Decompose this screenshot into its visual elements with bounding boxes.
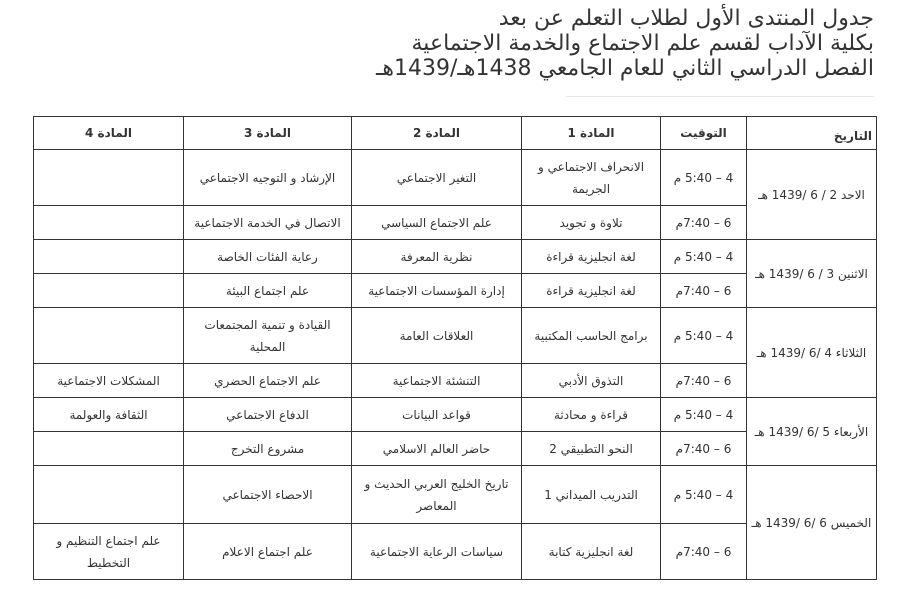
subject-cell: حاضر العالم الاسلامي bbox=[352, 432, 522, 466]
heading-divider bbox=[566, 96, 874, 97]
heading-line-1: جدول المنتدى الأول لطلاب التعلم عن بعد bbox=[498, 6, 874, 31]
subject-cell bbox=[34, 432, 184, 466]
time-cell: 4 – 5:40 م bbox=[661, 466, 747, 524]
subject-cell: المشكلات الاجتماعية bbox=[34, 364, 184, 398]
subject-cell: الثقافة والعولمة bbox=[34, 398, 184, 432]
time-cell: 4 – 5:40 م bbox=[661, 240, 747, 274]
subject-cell: سياسات الرعاية الاجتماعية bbox=[352, 524, 522, 580]
day-date-cell: الأربعاء 5 /6 /1439 هـ bbox=[747, 398, 877, 466]
header-date: التاريخ bbox=[747, 117, 877, 150]
subject-cell: علم اجتماع الاعلام bbox=[184, 524, 352, 580]
subject-cell: علم اجتماع التنظيم و التخطيط bbox=[34, 524, 184, 580]
subject-cell bbox=[34, 206, 184, 240]
table-header-row bbox=[34, 117, 877, 150]
day-date-cell: الخميس 6 /6 /1439 هـ bbox=[747, 466, 877, 580]
subject-cell: برامج الحاسب المكتبية bbox=[522, 308, 661, 364]
subject-cell: الإرشاد و التوجيه الاجتماعي bbox=[184, 150, 352, 206]
schedule-table bbox=[33, 116, 877, 580]
header-subject-2: المادة 2 bbox=[352, 117, 522, 150]
table-row bbox=[34, 150, 877, 206]
subject-cell: لغة انجليزية قراءة bbox=[522, 240, 661, 274]
heading-line-2: بكلية الآداب لقسم علم الاجتماع والخدمة الاجتماعية bbox=[411, 31, 874, 56]
subject-cell bbox=[34, 240, 184, 274]
subject-cell: تلاوة و تجويد bbox=[522, 206, 661, 240]
day-date-cell: الاحد 2 / 6 /1439 هـ bbox=[747, 150, 877, 240]
time-cell: 6 – 7:40م bbox=[661, 432, 747, 466]
subject-cell: تاريخ الخليج العربي الحديث و المعاصر bbox=[352, 466, 522, 524]
subject-cell: التذوق الأدبي bbox=[522, 364, 661, 398]
time-cell: 4 – 5:40 م bbox=[661, 150, 747, 206]
subject-cell: الاحصاء الاجتماعي bbox=[184, 466, 352, 524]
subject-cell: القيادة و تنمية المجتمعات المحلية bbox=[184, 308, 352, 364]
subject-cell: التدريب الميداني 1 bbox=[522, 466, 661, 524]
header-subject-3: المادة 3 bbox=[184, 117, 352, 150]
subject-cell: العلاقات العامة bbox=[352, 308, 522, 364]
subject-cell: الدفاع الاجتماعي bbox=[184, 398, 352, 432]
header-time: التوقيت bbox=[661, 117, 747, 150]
subject-cell: الاتصال في الخدمة الاجتماعية bbox=[184, 206, 352, 240]
subject-cell: النحو التطبيقي 2 bbox=[522, 432, 661, 466]
day-date-cell: الثلاثاء 4 /6 /1439 هـ bbox=[747, 308, 877, 398]
time-cell: 6 – 7:40م bbox=[661, 206, 747, 240]
subject-cell: إدارة المؤسسات الاجتماعية bbox=[352, 274, 522, 308]
time-cell: 4 – 5:40 م bbox=[661, 398, 747, 432]
day-date-cell: الاثنين 3 / 6 /1439 هـ bbox=[747, 240, 877, 308]
page-heading bbox=[174, 6, 874, 81]
subject-cell: علم الاجتماع الحضري bbox=[184, 364, 352, 398]
subject-cell: نظرية المعرفة bbox=[352, 240, 522, 274]
header-subject-4: المادة 4 bbox=[34, 117, 184, 150]
table-row bbox=[34, 398, 877, 432]
subject-cell: مشروع التخرج bbox=[184, 432, 352, 466]
subject-cell bbox=[34, 274, 184, 308]
subject-cell bbox=[34, 466, 184, 524]
subject-cell: الانحراف الاجتماعي و الجريمة bbox=[522, 150, 661, 206]
subject-cell: لغة انجليزية كتابة bbox=[522, 524, 661, 580]
subject-cell bbox=[34, 308, 184, 364]
subject-cell: قراءة و محادثة bbox=[522, 398, 661, 432]
table-row bbox=[34, 308, 877, 364]
heading-line-3: الفصل الدراسي الثاني للعام الجامعي 1438هـ/1439هـ bbox=[375, 56, 874, 81]
subject-cell: التغير الاجتماعي bbox=[352, 150, 522, 206]
time-cell: 4 – 5:40 م bbox=[661, 308, 747, 364]
subject-cell: رعاية الفئات الخاصة bbox=[184, 240, 352, 274]
subject-cell: علم الاجتماع السياسي bbox=[352, 206, 522, 240]
time-cell: 6 – 7:40م bbox=[661, 274, 747, 308]
subject-cell: قواعد البيانات bbox=[352, 398, 522, 432]
subject-cell bbox=[34, 150, 184, 206]
table-row bbox=[34, 240, 877, 274]
time-cell: 6 – 7:40م bbox=[661, 364, 747, 398]
time-cell: 6 – 7:40م bbox=[661, 524, 747, 580]
subject-cell: علم اجتماع البيئة bbox=[184, 274, 352, 308]
table-row bbox=[34, 466, 877, 524]
subject-cell: لغة انجليزية قراءة bbox=[522, 274, 661, 308]
subject-cell: التنشئة الاجتماعية bbox=[352, 364, 522, 398]
header-subject-1: المادة 1 bbox=[522, 117, 661, 150]
